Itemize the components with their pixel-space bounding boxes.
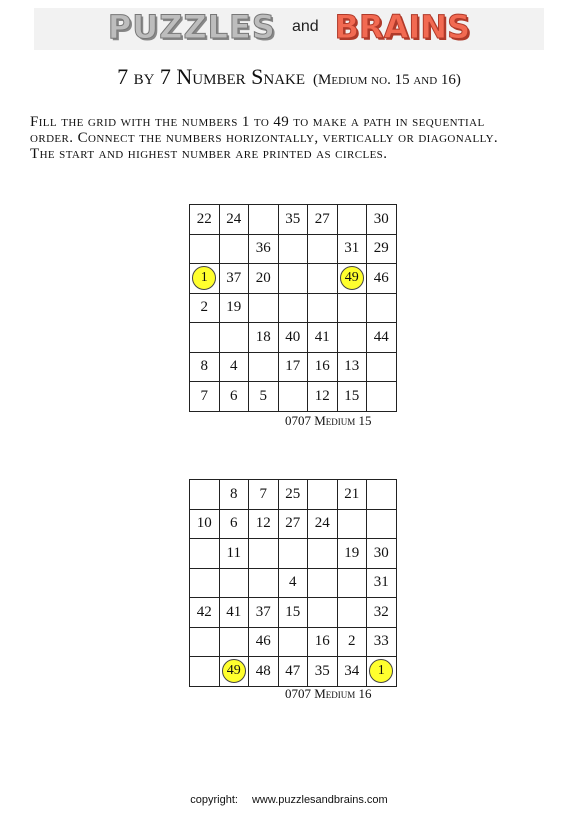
puzzle-caption-16: 0707 Medium 16 bbox=[285, 686, 372, 701]
empty-cell[interactable] bbox=[190, 568, 220, 598]
title-main: 7 by 7 Number Snake bbox=[117, 64, 306, 89]
instruction-line: Fill the grid with the numbers 1 to 49 to make a path in sequential bbox=[30, 114, 485, 130]
grid-row bbox=[190, 568, 397, 598]
start-circle: 1 bbox=[192, 266, 216, 290]
number-cell[interactable]: 12 bbox=[249, 509, 279, 539]
number-cell[interactable]: 6 bbox=[219, 509, 249, 539]
number-cell[interactable]: 34 bbox=[337, 657, 367, 687]
empty-cell[interactable] bbox=[367, 293, 397, 323]
empty-cell[interactable] bbox=[308, 539, 338, 569]
number-cell[interactable]: 46 bbox=[249, 627, 279, 657]
instruction-line: The start and highest number are printed as circles. bbox=[30, 146, 388, 162]
number-cell[interactable]: 33 bbox=[367, 627, 397, 657]
empty-cell[interactable] bbox=[219, 627, 249, 657]
number-cell[interactable]: 15 bbox=[278, 598, 308, 628]
grid-row bbox=[190, 352, 397, 382]
number-cell[interactable]: 16 bbox=[308, 352, 338, 382]
number-cell[interactable]: 36 bbox=[249, 234, 279, 264]
number-cell[interactable]: 12 bbox=[308, 382, 338, 412]
number-cell[interactable] bbox=[219, 657, 249, 687]
grid-row bbox=[190, 234, 397, 264]
number-cell[interactable]: 19 bbox=[337, 539, 367, 569]
empty-cell[interactable] bbox=[278, 539, 308, 569]
number-cell[interactable]: 24 bbox=[308, 509, 338, 539]
empty-cell[interactable] bbox=[249, 568, 279, 598]
empty-cell[interactable] bbox=[308, 480, 338, 510]
empty-cell[interactable] bbox=[308, 234, 338, 264]
number-cell[interactable]: 6 bbox=[219, 382, 249, 412]
empty-cell[interactable] bbox=[278, 293, 308, 323]
empty-cell[interactable] bbox=[249, 352, 279, 382]
empty-cell[interactable] bbox=[249, 205, 279, 235]
number-cell[interactable]: 30 bbox=[367, 539, 397, 569]
empty-cell[interactable] bbox=[278, 234, 308, 264]
empty-cell[interactable] bbox=[308, 264, 338, 294]
empty-cell[interactable] bbox=[367, 352, 397, 382]
number-cell[interactable]: 35 bbox=[308, 657, 338, 687]
number-cell[interactable]: 18 bbox=[249, 323, 279, 353]
number-cell[interactable] bbox=[337, 264, 367, 294]
number-cell[interactable]: 42 bbox=[190, 598, 220, 628]
empty-cell[interactable] bbox=[337, 323, 367, 353]
number-cell[interactable]: 48 bbox=[249, 657, 279, 687]
number-cell[interactable]: 8 bbox=[190, 352, 220, 382]
number-cell[interactable]: 31 bbox=[337, 234, 367, 264]
empty-cell[interactable] bbox=[308, 598, 338, 628]
grid-row bbox=[190, 323, 397, 353]
number-cell[interactable]: 2 bbox=[190, 293, 220, 323]
grid-row bbox=[190, 598, 397, 628]
number-cell[interactable]: 22 bbox=[190, 205, 220, 235]
number-cell[interactable]: 46 bbox=[367, 264, 397, 294]
number-cell[interactable]: 15 bbox=[337, 382, 367, 412]
number-cell[interactable] bbox=[367, 657, 397, 687]
empty-cell[interactable] bbox=[308, 568, 338, 598]
number-cell[interactable]: 10 bbox=[190, 509, 220, 539]
number-cell[interactable]: 5 bbox=[249, 382, 279, 412]
number-cell[interactable]: 24 bbox=[219, 205, 249, 235]
grid-row bbox=[190, 539, 397, 569]
number-cell[interactable]: 40 bbox=[278, 323, 308, 353]
empty-cell[interactable] bbox=[190, 234, 220, 264]
number-cell[interactable]: 32 bbox=[367, 598, 397, 628]
number-cell[interactable]: 17 bbox=[278, 352, 308, 382]
instruction-line: order. Connect the numbers horizontally, vertically or diagonally. bbox=[30, 130, 499, 146]
puzzle-grid-15 bbox=[189, 204, 397, 412]
number-cell[interactable]: 7 bbox=[190, 382, 220, 412]
empty-cell[interactable] bbox=[190, 627, 220, 657]
grid-row bbox=[190, 509, 397, 539]
number-cell[interactable]: 20 bbox=[249, 264, 279, 294]
logo-brains-text: BRAINS bbox=[334, 8, 471, 46]
site-logo bbox=[0, 8, 578, 52]
empty-cell[interactable] bbox=[249, 539, 279, 569]
number-cell[interactable]: 27 bbox=[278, 509, 308, 539]
empty-cell[interactable] bbox=[337, 568, 367, 598]
number-cell[interactable]: 4 bbox=[278, 568, 308, 598]
number-cell[interactable]: 13 bbox=[337, 352, 367, 382]
empty-cell[interactable] bbox=[337, 205, 367, 235]
empty-cell[interactable] bbox=[337, 598, 367, 628]
logo-and-text: and bbox=[291, 18, 319, 35]
number-cell[interactable]: 21 bbox=[337, 480, 367, 510]
empty-cell[interactable] bbox=[190, 657, 220, 687]
empty-cell[interactable] bbox=[367, 509, 397, 539]
instructions bbox=[30, 114, 560, 162]
number-cell[interactable]: 47 bbox=[278, 657, 308, 687]
grid-row bbox=[190, 293, 397, 323]
grid-row bbox=[190, 264, 397, 294]
grid-row bbox=[190, 627, 397, 657]
number-cell[interactable]: 27 bbox=[308, 205, 338, 235]
empty-cell[interactable] bbox=[190, 480, 220, 510]
empty-cell[interactable] bbox=[190, 323, 220, 353]
puzzle-grid-16 bbox=[189, 479, 397, 687]
copyright-label: copyright: bbox=[190, 794, 238, 806]
empty-cell[interactable] bbox=[219, 323, 249, 353]
empty-cell[interactable] bbox=[219, 234, 249, 264]
number-cell[interactable]: 41 bbox=[308, 323, 338, 353]
number-cell[interactable]: 41 bbox=[219, 598, 249, 628]
number-cell[interactable]: 35 bbox=[278, 205, 308, 235]
footer bbox=[0, 794, 578, 806]
empty-cell[interactable] bbox=[278, 264, 308, 294]
number-cell[interactable]: 11 bbox=[219, 539, 249, 569]
title-sub: (Medium no. 15 and 16) bbox=[313, 72, 461, 88]
page-title bbox=[0, 64, 578, 90]
empty-cell[interactable] bbox=[249, 293, 279, 323]
grid-row bbox=[190, 382, 397, 412]
puzzle-caption-15: 0707 Medium 15 bbox=[285, 413, 372, 428]
website-link[interactable]: www.puzzlesandbrains.com bbox=[251, 794, 388, 806]
grid-row bbox=[190, 657, 397, 687]
end-circle: 49 bbox=[340, 266, 364, 290]
number-cell[interactable]: 29 bbox=[367, 234, 397, 264]
number-cell[interactable]: 16 bbox=[308, 627, 338, 657]
empty-cell[interactable] bbox=[308, 293, 338, 323]
empty-cell[interactable] bbox=[219, 568, 249, 598]
number-cell[interactable]: 8 bbox=[219, 480, 249, 510]
number-cell[interactable]: 30 bbox=[367, 205, 397, 235]
number-cell[interactable]: 7 bbox=[249, 480, 279, 510]
empty-cell[interactable] bbox=[367, 480, 397, 510]
number-cell[interactable]: 37 bbox=[249, 598, 279, 628]
end-circle: 49 bbox=[222, 659, 246, 683]
number-cell[interactable]: 25 bbox=[278, 480, 308, 510]
number-cell[interactable] bbox=[190, 264, 220, 294]
number-cell[interactable]: 37 bbox=[219, 264, 249, 294]
grid-row bbox=[190, 480, 397, 510]
number-cell[interactable]: 44 bbox=[367, 323, 397, 353]
empty-cell[interactable] bbox=[367, 382, 397, 412]
logo-puzzles-text: PUZZLES bbox=[107, 8, 276, 46]
grid-row bbox=[190, 205, 397, 235]
empty-cell[interactable] bbox=[190, 539, 220, 569]
number-cell[interactable]: 19 bbox=[219, 293, 249, 323]
empty-cell[interactable] bbox=[278, 627, 308, 657]
empty-cell[interactable] bbox=[337, 509, 367, 539]
empty-cell[interactable] bbox=[337, 293, 367, 323]
number-cell[interactable]: 2 bbox=[337, 627, 367, 657]
empty-cell[interactable] bbox=[278, 382, 308, 412]
number-cell[interactable]: 4 bbox=[219, 352, 249, 382]
number-cell[interactable]: 31 bbox=[367, 568, 397, 598]
start-circle: 1 bbox=[369, 659, 393, 683]
